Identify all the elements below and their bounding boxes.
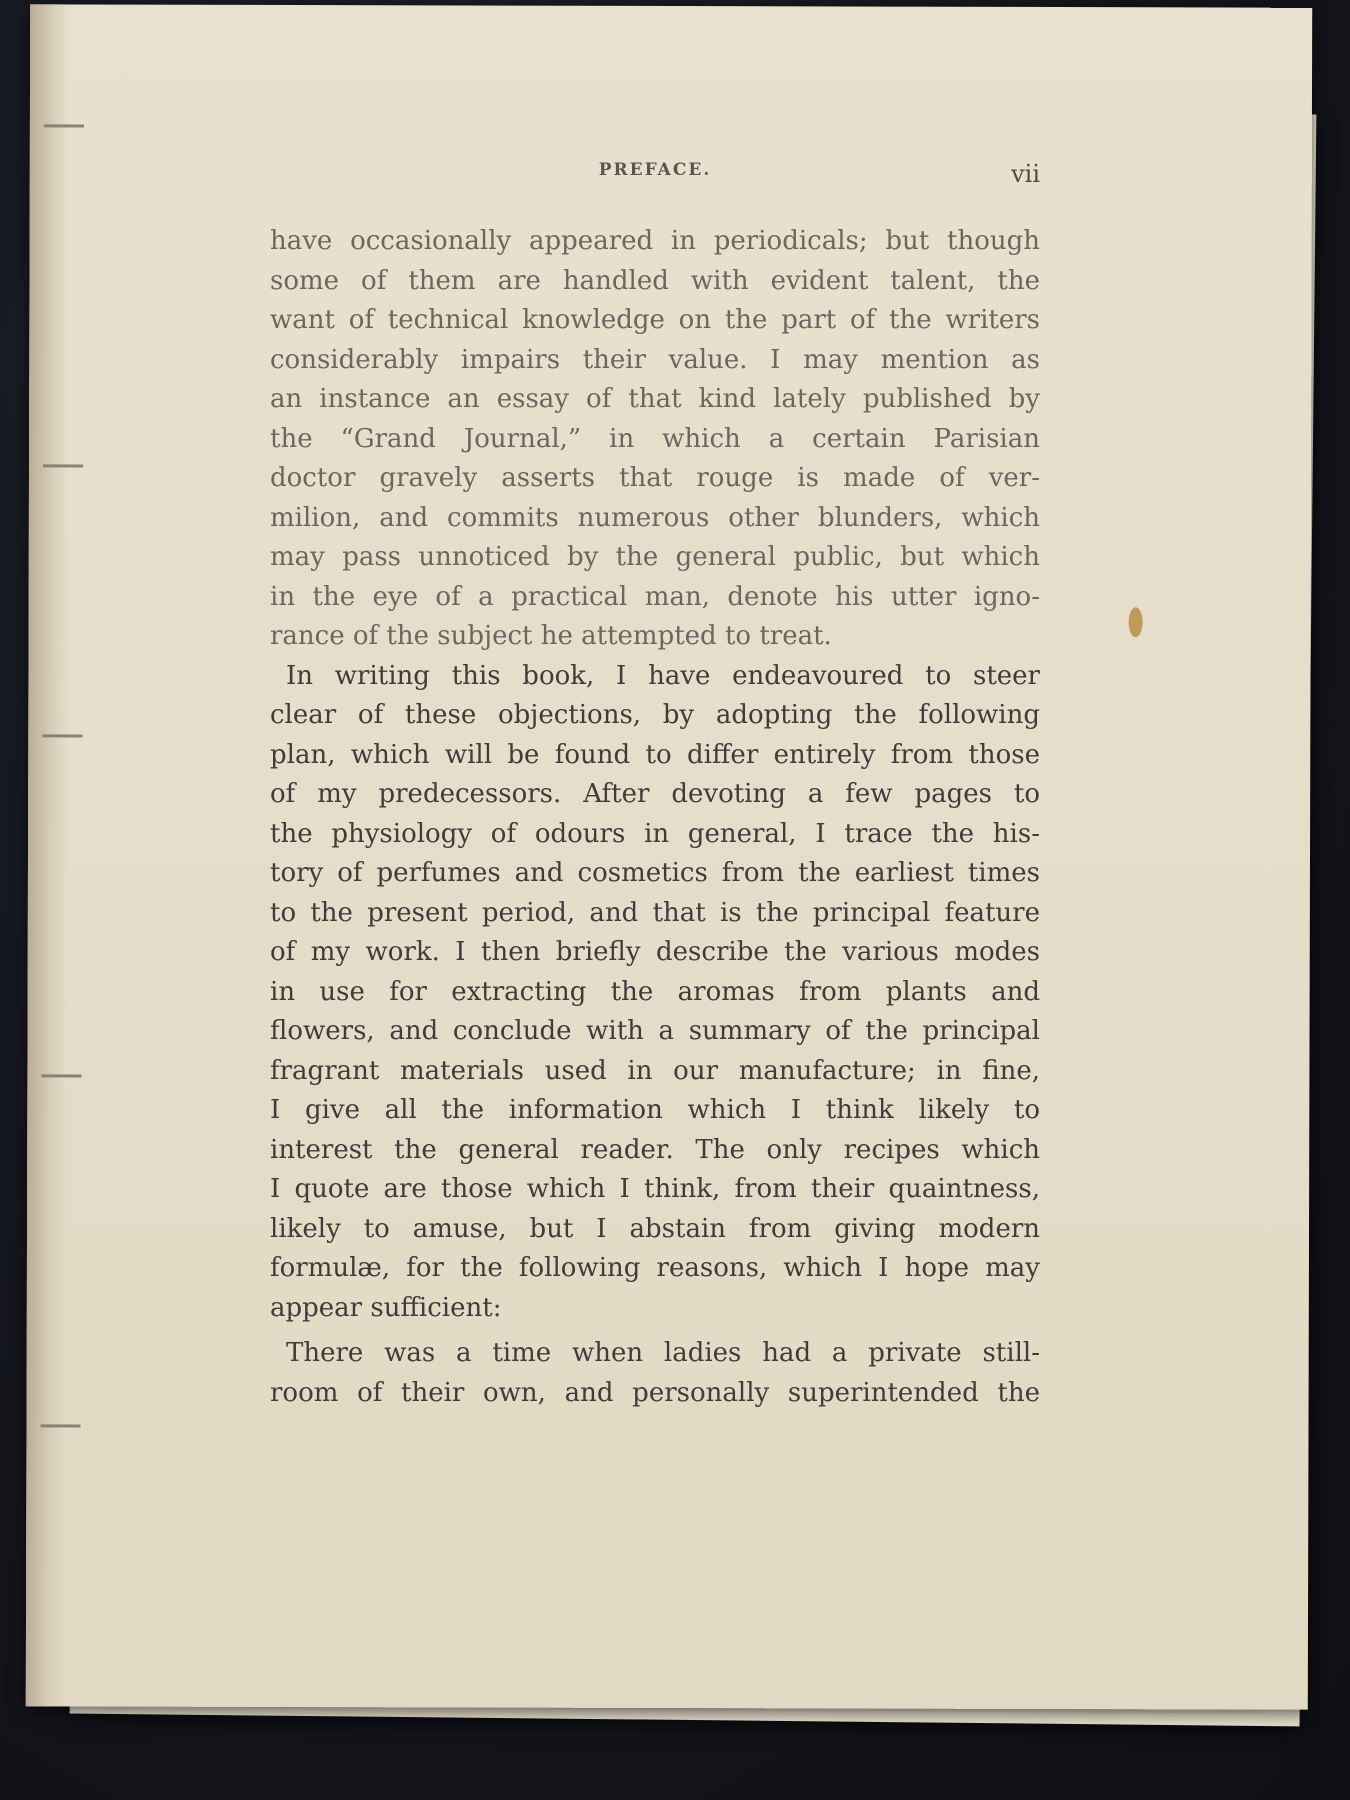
text-line: fragrant materials used in our manufacture; in fine,: [270, 1055, 1040, 1086]
text-line: in use for extracting the aromas from plants and: [270, 976, 1040, 1007]
page-number: vii: [1011, 160, 1040, 188]
text-line: I quote are those which I think, from their quaintness,: [270, 1174, 1040, 1204]
text-line: an instance an essay of that kind lately published by: [270, 384, 1040, 414]
body-text: [270, 222, 1040, 1413]
text-line: rance of the subject he attempted to treat.: [270, 621, 832, 651]
text-line: may pass unnoticed by the general public, but which: [270, 542, 1040, 572]
text-line: the “Grand Journal,” in which a certain Parisian: [270, 423, 1040, 454]
binding-stitch: [44, 124, 84, 127]
text-line: tory of perfumes and cosmetics from the earliest times: [270, 858, 1040, 888]
paragraph-2: [270, 657, 1040, 1329]
binding-stitch: [43, 464, 83, 467]
text-line: have occasionally appeared in periodicals; but though: [270, 226, 1040, 256]
text-line: want of technical knowledge on the part of the writers: [270, 305, 1040, 335]
binding-stitch: [42, 734, 82, 737]
text-line: likely to amuse, but I abstain from giving modern: [270, 1213, 1040, 1244]
text-line: room of their own, and personally superintended the: [270, 1377, 1040, 1408]
paragraph-3: [270, 1334, 1040, 1413]
binding-stitch: [41, 1424, 81, 1427]
foxing-stain: [1129, 607, 1143, 637]
text-line: of my work. I then briefly describe the various modes: [270, 937, 1040, 967]
running-head: PREFACE.: [598, 160, 712, 180]
paragraph-1: [270, 222, 1040, 657]
text-line: milion, and commits numerous other blunders, which: [270, 502, 1040, 533]
text-line: doctor gravely asserts that rouge is made of ver-: [270, 463, 1040, 493]
text-line: to the present period, and that is the principal feature: [270, 897, 1040, 928]
text-line: clear of these objections, by adopting the following: [270, 700, 1040, 730]
page-spine-edge: [26, 4, 70, 1706]
text-line: formulæ, for the following reasons, which I hope may: [270, 1253, 1040, 1283]
text-line: flowers, and conclude with a summary of the principal: [270, 1016, 1040, 1046]
text-line: of my predecessors. After devoting a few pages to: [270, 779, 1040, 809]
text-line: appear sufficient:: [270, 1292, 502, 1323]
text-line: interest the general reader. The only recipes which: [270, 1134, 1040, 1165]
binding-stitch: [41, 1074, 81, 1077]
text-line: considerably impairs their value. I may mention as: [270, 344, 1040, 375]
text-line: There was a time when ladies had a private still-: [286, 1338, 1040, 1368]
text-line: I give all the information which I think likely to: [270, 1095, 1040, 1125]
text-line: In writing this book, I have endeavoured to steer: [286, 660, 1040, 691]
page-header: [270, 160, 1040, 190]
text-line: the physiology of odours in general, I trace the his-: [270, 818, 1040, 849]
text-line: in the eye of a practical man, denote his utter igno-: [270, 581, 1040, 612]
text-line: plan, which will be found to differ entirely from those: [270, 739, 1040, 770]
text-line: some of them are handled with evident talent, the: [270, 265, 1040, 296]
